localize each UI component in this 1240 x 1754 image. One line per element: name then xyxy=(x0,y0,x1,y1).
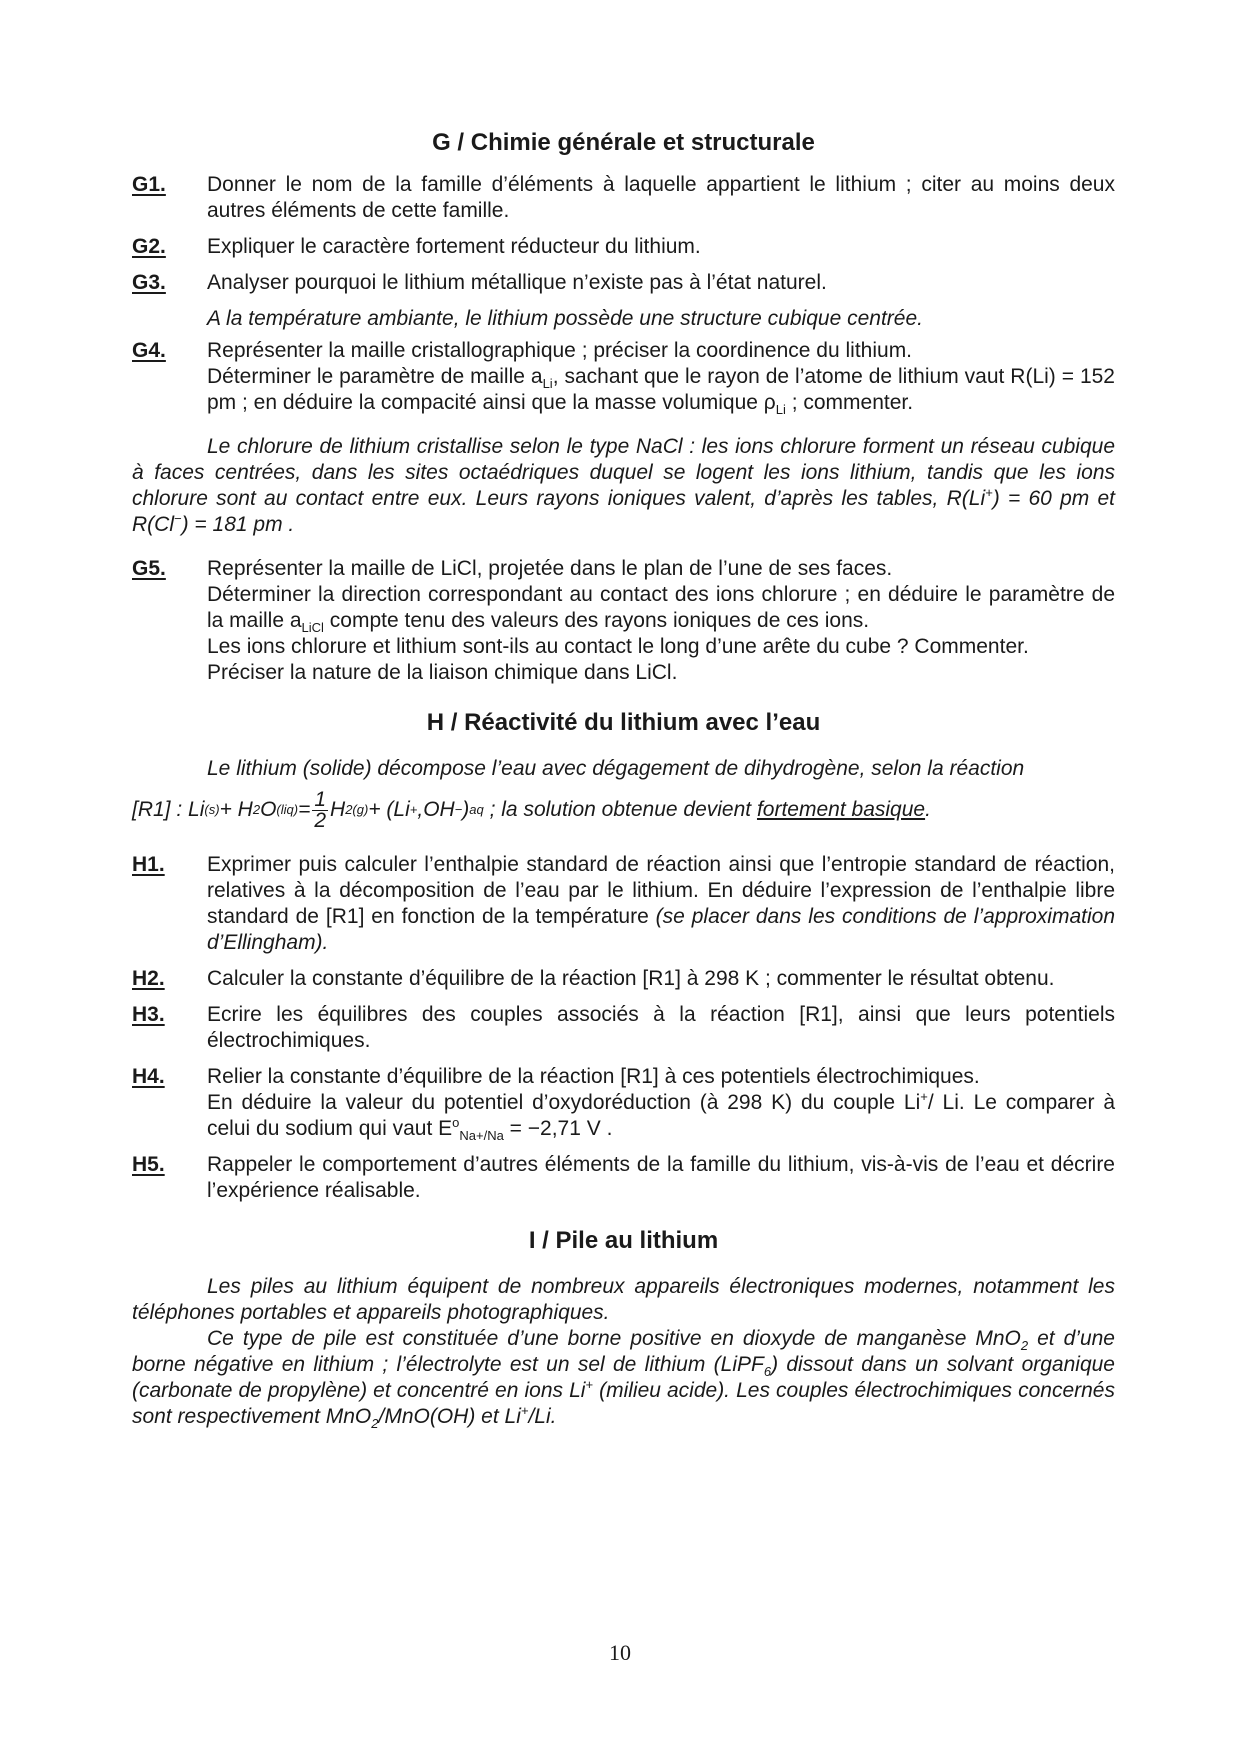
eq-equals: = xyxy=(298,798,311,821)
g4-line1: Représenter la maille cristallographique ; préciser la coordinence du lithium. xyxy=(207,339,913,362)
g5-line1: Représenter la maille de LiCl, projetée dans le plan de l’une de ses faces. xyxy=(207,557,893,580)
eq-plus: + H xyxy=(219,798,253,821)
eq-h: H xyxy=(330,798,346,821)
question-text: Calculer la constante d’équilibre de la réaction [R1] à 298 K ; commenter le résultat obtenu. xyxy=(207,967,1055,990)
question-label: G1. xyxy=(132,173,166,196)
question-h1 xyxy=(132,852,1115,956)
intro-pile-1: Les piles au lithium équipent de nombreux appareils électroniques modernes, notamment les téléphones portables et appareils photographiques. xyxy=(132,1275,1115,1324)
intro2-sup2: − xyxy=(174,511,182,526)
question-text xyxy=(207,852,1115,956)
question-g2 xyxy=(132,234,1115,260)
question-text xyxy=(207,338,1115,416)
question-label: G3. xyxy=(132,271,166,294)
section-i-title: I / Pile au lithium xyxy=(528,1227,719,1254)
question-label: H3. xyxy=(132,1003,165,1026)
eq-tail: ; la solution obtenue devient xyxy=(483,798,757,821)
g5-sub: LiCl xyxy=(301,620,324,636)
h4-e-sup: o xyxy=(452,1115,460,1130)
eq-o: O xyxy=(260,798,277,821)
question-g3 xyxy=(132,270,1115,296)
page-number: 10 xyxy=(609,1640,631,1665)
eq-label: [R1] : xyxy=(132,798,183,821)
intro2-a: Le chlorure de lithium cristallise selon le type NaCl : les ions chlorure forment un réseau cubique à faces centrées, dans les sites octaédriques duquel se logent les ions lithium, tandis que les ions chlorure sont au contact entre eux. Leurs rayons ioniques valent, d’après les tables, R(Li xyxy=(132,435,1115,510)
g5-line2-a: Déterminer la direction correspondant au contact des ions chlorure ; en déduire le paramètre de la maille a xyxy=(207,583,1115,632)
reaction-r1-equation: [R1] : Li (s) + H 2 O (liq) = $\frac{1}{2}$ H 2(g) + (Li + ,OH − ) aq ; la solution obtenue devient fortement basique . xyxy=(132,787,931,832)
question-text xyxy=(207,1064,1115,1142)
h4-e-sub: Na+/Na xyxy=(459,1128,504,1144)
p2-sup1: + xyxy=(585,1377,594,1392)
intro-reaction: Le lithium (solide) décompose l’eau avec dégagement de dihydrogène, selon la réaction xyxy=(207,757,1025,780)
question-label: G5. xyxy=(132,557,166,580)
g4-sub: Li xyxy=(542,376,553,392)
h1-text: Exprimer puis calculer l’enthalpie standard de réaction ainsi que l’entropie standard de réaction, relatives à la décomposition de l’eau par le lithium. En déduire l’expression de l’enthalpie libre standard de [R1] en fonction de la température xyxy=(207,853,1115,928)
p2-sub1: 2 xyxy=(1020,1338,1029,1354)
p2-sup2: + xyxy=(520,1403,529,1418)
p2-e: /MnO(OH) et Li xyxy=(378,1405,521,1428)
eq-oh: ,OH xyxy=(417,798,455,821)
intro-bcc: A la température ambiante, le lithium possède une structure cubique centrée. xyxy=(207,307,923,330)
p2-a: Ce type de pile est constituée d’une borne positive en dioxyde de manganèse MnO xyxy=(207,1327,1021,1350)
question-text: Rappeler le comportement d’autres éléments de la famille du lithium, vis-à-vis de l’eau et décrire l’expérience réalisable. xyxy=(207,1153,1115,1202)
g5-line4: Préciser la nature de la liaison chimique dans LiCl. xyxy=(207,661,678,684)
question-text: Expliquer le caractère fortement réducteur du lithium. xyxy=(207,235,701,258)
question-h4 xyxy=(132,1064,1115,1142)
eq-fraction xyxy=(312,787,328,832)
question-text xyxy=(207,556,1115,686)
question-h2 xyxy=(132,966,1115,992)
section-g-title: G / Chimie générale et structurale xyxy=(432,129,815,156)
intro2-b: ) = 60 pm et R(Cl xyxy=(132,487,1115,536)
question-g5 xyxy=(132,556,1115,686)
eq-den: 2 xyxy=(314,808,327,832)
p2-d: (milieu acide). Les couples électrochimiques concernés sont respectivement MnO xyxy=(132,1379,1115,1428)
question-text: Ecrire les équilibres des couples associés à la réaction [R1], ainsi que leurs potentiels électrochimiques. xyxy=(207,1003,1115,1052)
intro2-c: ) = 181 pm . xyxy=(181,513,295,536)
question-h5 xyxy=(132,1152,1115,1204)
eq-li: Li xyxy=(188,798,205,821)
eq-ions: + (Li xyxy=(368,798,410,821)
g4-sub2: Li xyxy=(775,402,786,418)
question-h3 xyxy=(132,1002,1115,1054)
section-h-title: H / Réactivité du lithium avec l’eau xyxy=(426,709,821,736)
p2-f: /Li. xyxy=(528,1405,557,1428)
eq-num: 1 xyxy=(314,787,327,811)
question-label: H1. xyxy=(132,853,165,876)
g5-line3: Les ions chlorure et lithium sont-ils au contact le long d’une arête du cube ? Commenter. xyxy=(207,635,1029,658)
h1-text-italic: (se placer dans les conditions de l’approximation d’Ellingham). xyxy=(207,905,1116,954)
page-content xyxy=(132,128,1115,1430)
g4-line2-a: Déterminer le paramètre de maille a xyxy=(207,365,543,388)
question-text: Donner le nom de la famille d’éléments à laquelle appartient le lithium ; citer au moins deux autres éléments de cette famille. xyxy=(207,173,1115,222)
p2-b: et d’une borne négative en lithium ; l’électrolyte est un sel de lithium (LiPF xyxy=(132,1327,1115,1376)
intro2-sup1: + xyxy=(985,485,993,500)
question-g1 xyxy=(132,172,1115,224)
question-text: Analyser pourquoi le lithium métallique n’existe pas à l’état naturel. xyxy=(207,271,827,294)
eq-dot: . xyxy=(925,798,931,821)
h4-line1: Relier la constante d’équilibre de la réaction [R1] à ces potentiels électrochimiques. xyxy=(207,1065,980,1088)
h4-line2-a: En déduire la valeur du potentiel d’oxydoréduction (à 298 K) du couple Li xyxy=(207,1091,921,1114)
question-label: H5. xyxy=(132,1153,165,1176)
question-label: G4. xyxy=(132,339,166,362)
g4-line2-c: ; commenter. xyxy=(785,391,914,414)
p2-sub2: 6 xyxy=(763,1364,772,1380)
question-label: H4. xyxy=(132,1065,165,1088)
h4-line2-c: = −2,71 V . xyxy=(503,1117,613,1140)
g4-line2-b: , sachant que le rayon de l’atome de lithium vaut R(Li) = 152 pm ; en déduire la compacité ainsi que la masse volumique ρ xyxy=(207,365,1115,414)
question-g4 xyxy=(132,338,1115,416)
intro-pile-2 xyxy=(132,1326,1115,1430)
eq-close: ) xyxy=(462,798,470,821)
intro-licl xyxy=(132,434,1115,538)
h4-line2-b: / Li. Le comparer à celui du sodium qui vaut E xyxy=(207,1091,1115,1140)
question-label: G2. xyxy=(132,235,166,258)
eq-tail-underlined: fortement basique xyxy=(756,798,926,821)
p2-c: ) dissout dans un solvant organique (carbonate de propylène) et concentré en ions Li xyxy=(132,1353,1115,1402)
g5-line2-b: compte tenu des valeurs des rayons ioniques de ces ions. xyxy=(323,609,870,632)
question-label: H2. xyxy=(132,967,165,990)
h4-sup: + xyxy=(920,1089,928,1104)
p2-sub3: 2 xyxy=(371,1416,379,1432)
